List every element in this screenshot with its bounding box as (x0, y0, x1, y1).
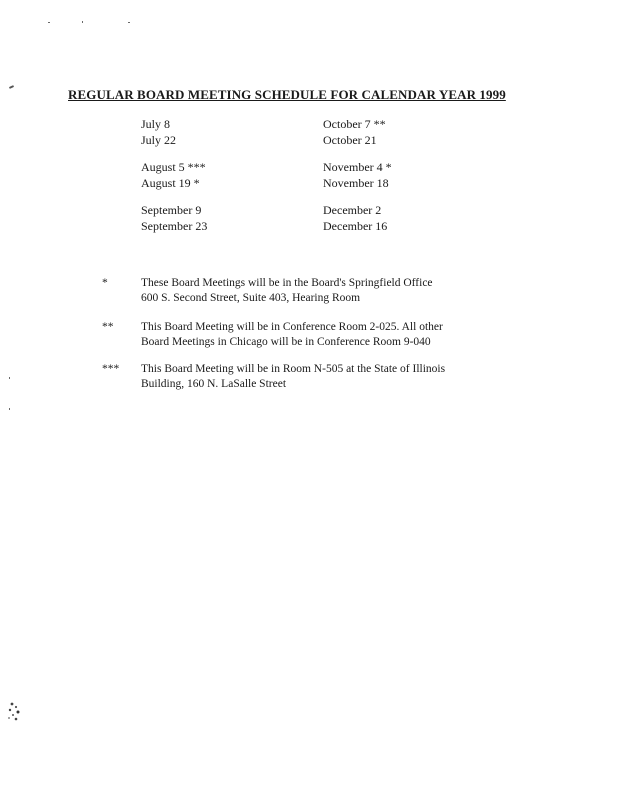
month-group-november (323, 159, 392, 191)
scan-speck (9, 85, 14, 89)
footnote-single-asterisk (102, 276, 481, 306)
footnote-marker: * (102, 277, 108, 289)
month-group-october (323, 116, 392, 148)
meeting-date: October 7 ** (323, 117, 386, 131)
month-group-september (141, 202, 207, 234)
meeting-date: December 2 (323, 203, 382, 217)
footnote-line: Board Meetings in Chicago will be in Conference Room 9-040 (141, 336, 431, 348)
meeting-date: December 16 (323, 219, 388, 233)
footnote-line: This Board Meeting will be in Room N-505 at the State of Illinois (141, 363, 446, 375)
month-group-august (141, 159, 207, 191)
scan-speck (9, 377, 10, 379)
footnote-triple-asterisk (102, 362, 481, 392)
footnote-text (141, 276, 481, 306)
meeting-date: July 22 (141, 133, 177, 147)
footnote-marker: ** (102, 321, 114, 333)
meeting-date: October 21 (323, 133, 377, 147)
meeting-date: September 9 (141, 203, 202, 217)
footnote-line: Building, 160 N. LaSalle Street (141, 378, 287, 390)
scan-speck (128, 22, 130, 23)
scan-speck (48, 22, 50, 23)
meeting-date: November 4 * (323, 160, 392, 174)
meeting-date: November 18 (323, 176, 389, 190)
meeting-date: August 19 * (141, 176, 200, 190)
scan-blot (6, 700, 24, 722)
footnote-double-asterisk (102, 320, 481, 350)
scan-speck (9, 408, 10, 410)
month-group-december (323, 202, 392, 234)
footnote-text (141, 362, 481, 392)
schedule-left-column (141, 116, 207, 245)
footnote-line: These Board Meetings will be in the Board's Springfield Office (141, 277, 433, 289)
meeting-date: September 23 (141, 219, 208, 233)
footnote-text (141, 320, 481, 350)
footnote-marker: *** (102, 363, 120, 375)
schedule-right-column (323, 116, 392, 245)
month-group-july (141, 116, 207, 148)
footnote-line: 600 S. Second Street, Suite 403, Hearing Room (141, 292, 361, 304)
page-title: REGULAR BOARD MEETING SCHEDULE FOR CALENDAR YEAR 1999 (68, 87, 506, 102)
scan-speck (82, 21, 83, 23)
footnote-line: This Board Meeting will be in Conference Room 2-025. All other (141, 321, 443, 333)
meeting-date: July 8 (141, 117, 171, 131)
meeting-date: August 5 *** (141, 160, 206, 174)
